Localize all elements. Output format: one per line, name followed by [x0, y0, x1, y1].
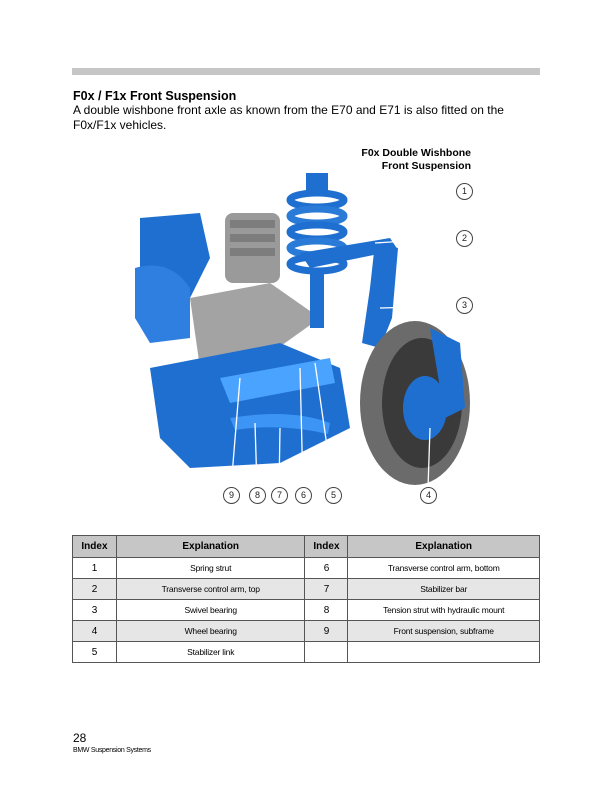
engine-rib	[230, 220, 275, 228]
table-row	[73, 642, 540, 663]
footer-doc-title: BMW Suspension Systems	[73, 747, 151, 754]
callout-3: 3	[456, 297, 473, 314]
table-cell: 1	[73, 558, 117, 579]
header-index: Index	[73, 536, 117, 558]
header-index: Index	[305, 536, 348, 558]
header-explanation: Explanation	[116, 536, 305, 558]
intro-paragraph: A double wishbone front axle as known from the E70 and E71 is also fitted on the F0x/F1x vehicles.	[73, 103, 504, 132]
callout-1: 1	[456, 183, 473, 200]
table-cell	[348, 642, 540, 663]
engine-rib	[230, 234, 275, 242]
top-rule	[72, 68, 540, 75]
table-row	[73, 558, 540, 579]
table-cell: 8	[305, 600, 348, 621]
table-cell: Front suspension, subframe	[348, 621, 540, 642]
table-cell: Stabilizer link	[116, 642, 305, 663]
callout-4: 4	[420, 487, 437, 504]
figure-title-line2: Front Suspension	[381, 160, 471, 172]
parts-table	[72, 535, 540, 663]
callout-6: 6	[295, 487, 312, 504]
callout-5: 5	[325, 487, 342, 504]
section-title: F0x / F1x Front Suspension	[73, 89, 237, 103]
table-cell: 7	[305, 579, 348, 600]
strut-damper	[310, 268, 324, 328]
header-explanation: Explanation	[348, 536, 540, 558]
callout-8: 8	[249, 487, 266, 504]
table-row	[73, 600, 540, 621]
suspension-illustration	[130, 168, 480, 513]
table-cell: 5	[73, 642, 117, 663]
table-cell: Transverse control arm, bottom	[348, 558, 540, 579]
table-cell	[305, 642, 348, 663]
engine-rib	[230, 248, 275, 256]
table-cell: Transverse control arm, top	[116, 579, 305, 600]
callout-7: 7	[271, 487, 288, 504]
callout-2: 2	[456, 230, 473, 247]
table-row	[73, 579, 540, 600]
table-cell: Spring strut	[116, 558, 305, 579]
figure-title-line1: F0x Double Wishbone	[361, 147, 471, 159]
table-cell: 2	[73, 579, 117, 600]
strut-top-mount	[306, 173, 328, 191]
suspension-drawing	[130, 168, 480, 513]
table-cell: 9	[305, 621, 348, 642]
table-cell: Tension strut with hydraulic mount	[348, 600, 540, 621]
table-row	[73, 621, 540, 642]
table-cell: 3	[73, 600, 117, 621]
table-cell: Stabilizer bar	[348, 579, 540, 600]
page-number: 28	[73, 731, 87, 745]
table-cell: 6	[305, 558, 348, 579]
table-header-row	[73, 536, 540, 558]
table-cell: Swivel bearing	[116, 600, 305, 621]
table-cell: Wheel bearing	[116, 621, 305, 642]
callout-9: 9	[223, 487, 240, 504]
table-cell: 4	[73, 621, 117, 642]
